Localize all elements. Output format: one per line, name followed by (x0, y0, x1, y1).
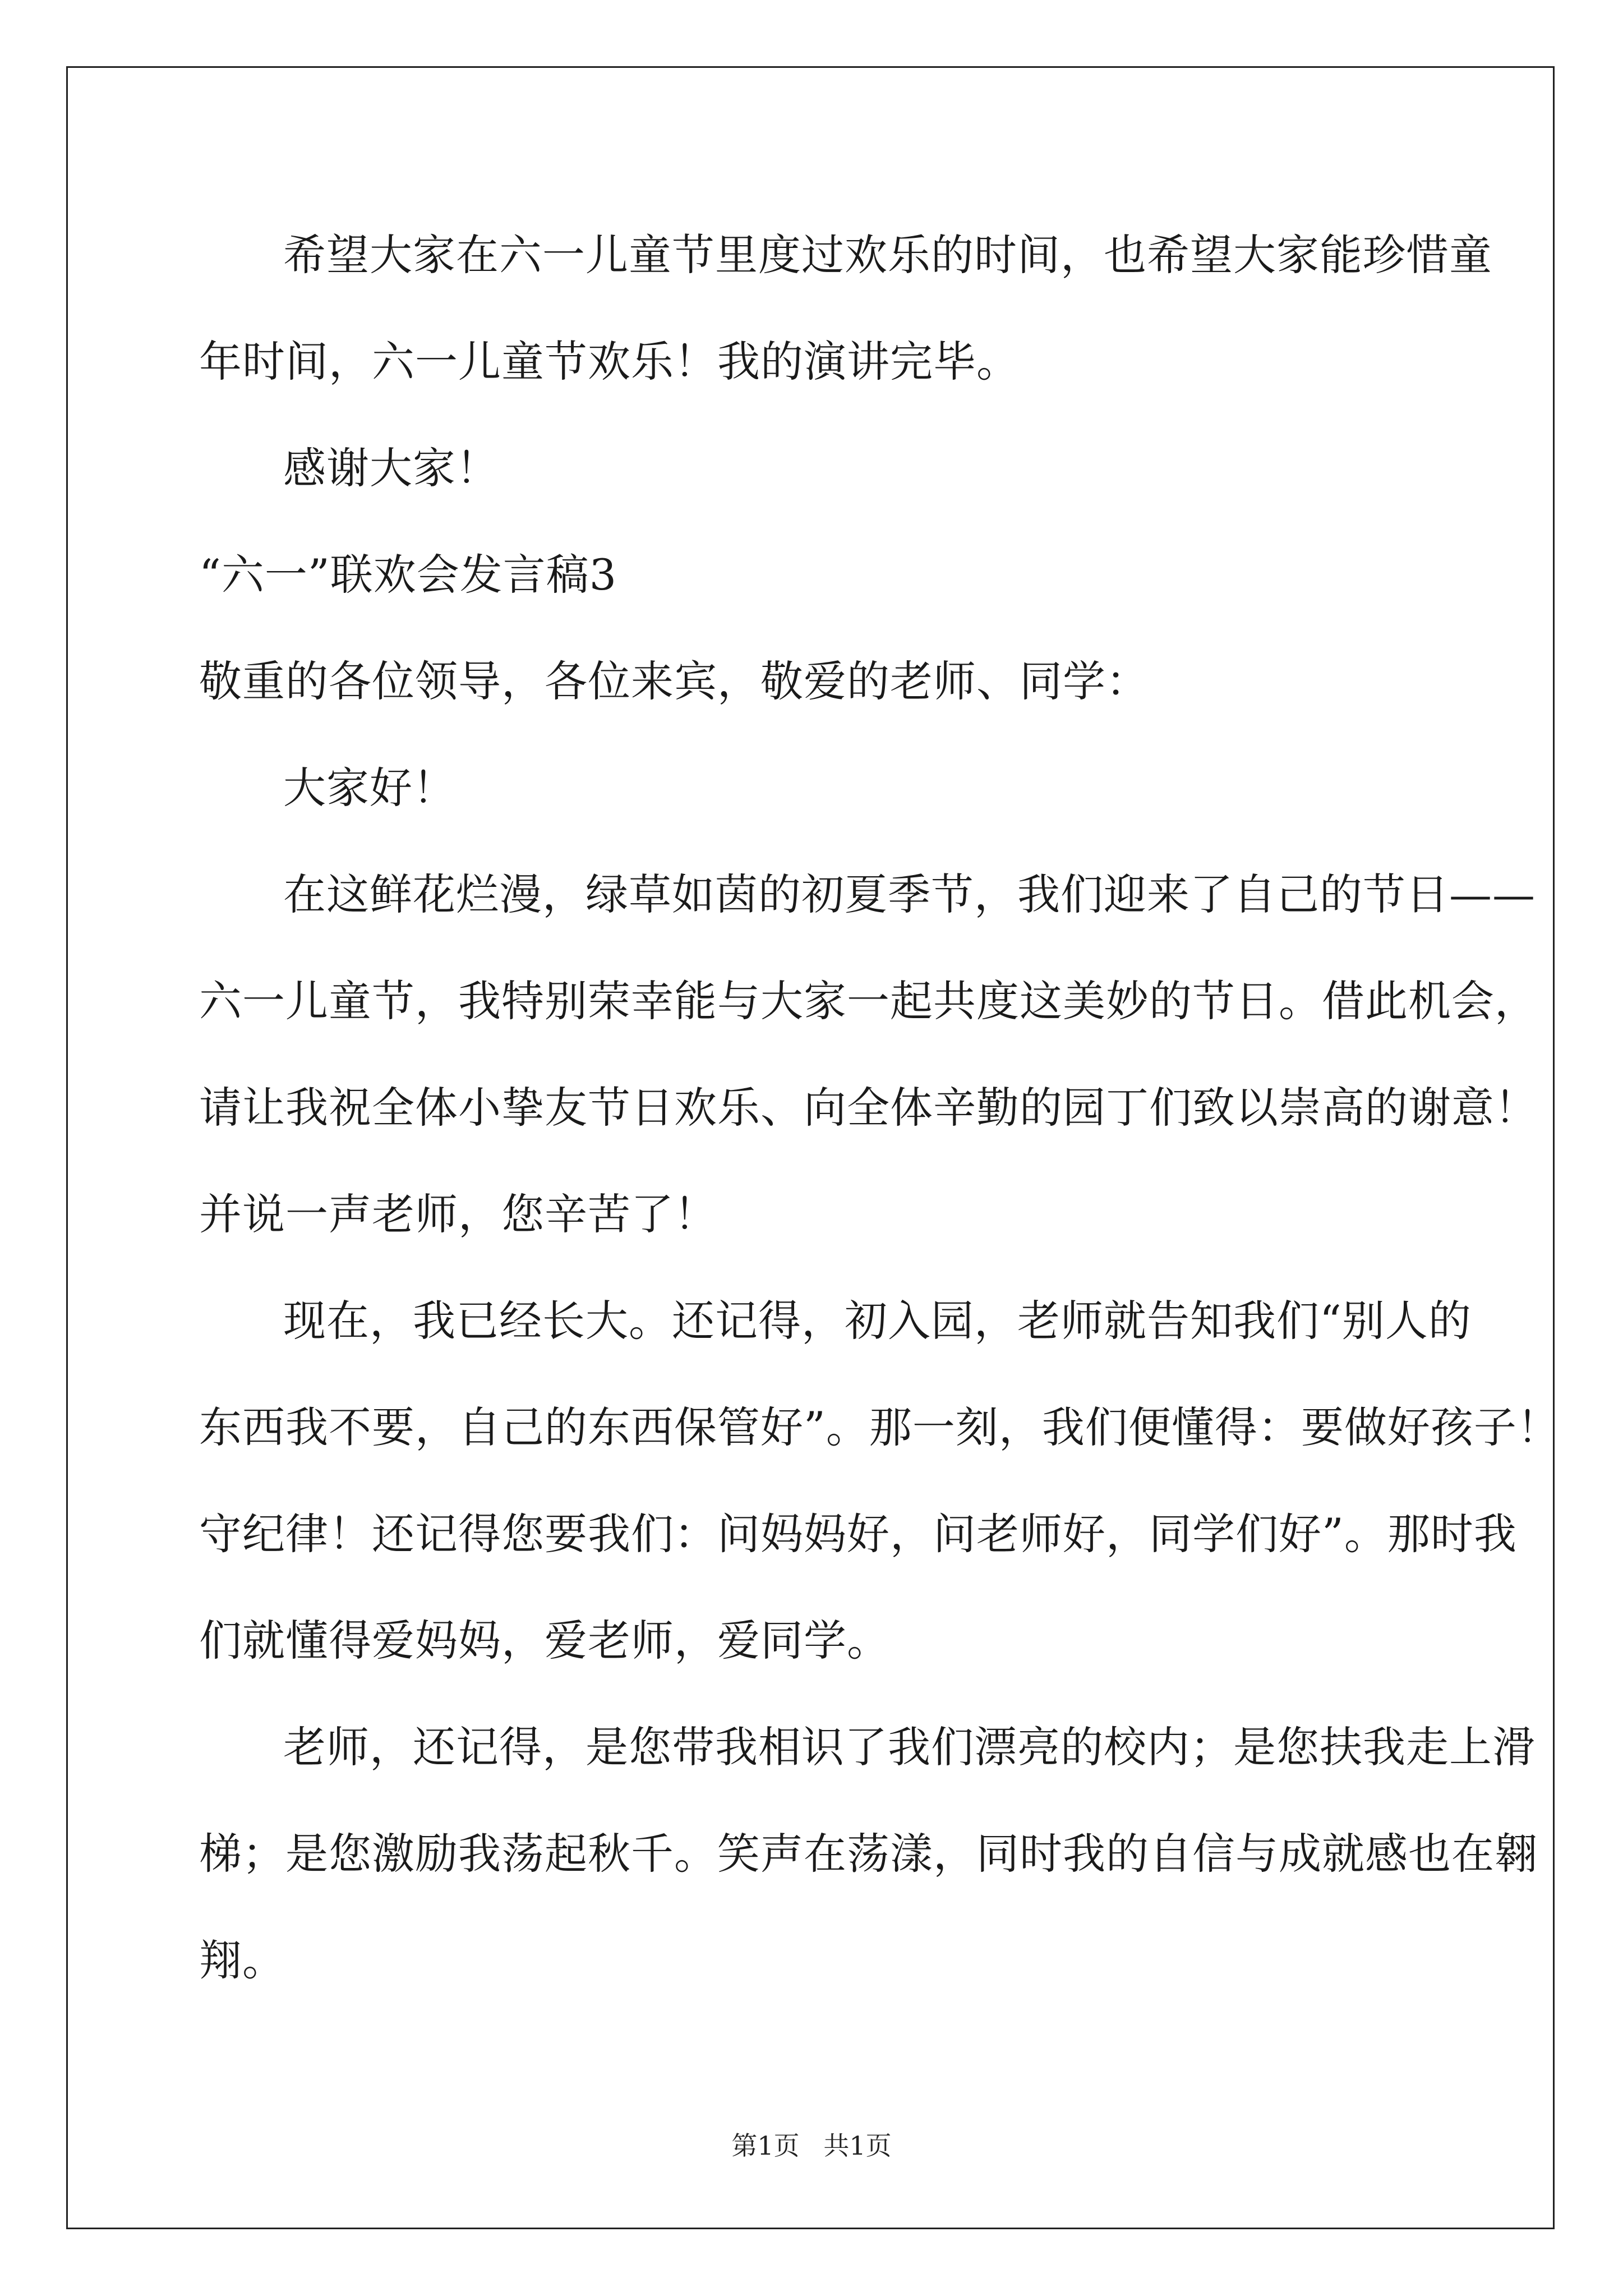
text-line: “六一”联欢会发言稿3 (199, 550, 617, 600)
text-line: 大家好！ (283, 763, 456, 813)
text-line: 守纪律！还记得您要我们：问妈妈好，问老师好，同学们好”。那时我 (199, 1509, 1517, 1559)
paragraph-thanks (199, 415, 1455, 522)
text-line: 现在，我已经长大。还记得，初入园，老师就告知我们“别人的 (283, 1296, 1472, 1346)
paragraph-closing-wish (199, 202, 1492, 415)
page-number: 第1页 (731, 2131, 800, 2161)
text-line: 东西我不要，自己的东西保管好”。那一刻，我们便懂得：要做好孩子！ (199, 1402, 1560, 1452)
page-total: 共1页 (823, 2131, 892, 2161)
text-line: 翔。 (199, 1935, 285, 1985)
text-line: 并说一声老师，您辛苦了！ (199, 1189, 717, 1239)
paragraph-teacher (199, 1694, 1538, 2014)
text-line: 感谢大家！ (283, 443, 499, 493)
text-line: 年时间，六一儿童节欢乐！我的演讲完毕。 (199, 337, 1020, 386)
text-line: 梯；是您激励我荡起秋千。笑声在荡漾，同时我的自信与成就感也在翱 (199, 1829, 1538, 1879)
text-line: 在这鲜花烂漫，绿草如茵的初夏季节，我们迎来了自己的节日—— (283, 869, 1536, 919)
paragraph-salutation (199, 628, 1455, 735)
paragraph-festival (199, 841, 1538, 1268)
text-line: 们就懂得爱妈妈，爱老师，爱同学。 (199, 1616, 890, 1665)
text-line: 希望大家在六一儿童节里度过欢乐的时间，也希望大家能珍惜童 (283, 230, 1492, 280)
text-line: 六一儿童节，我特别荣幸能与大家一起共度这美妙的节日。借此机会， (199, 976, 1538, 1026)
paragraph-memories (199, 1268, 1560, 1694)
document-body (199, 202, 1560, 2014)
page-footer (0, 2129, 1623, 2162)
text-line: 敬重的各位领导，各位来宾，敬爱的老师、同学： (199, 656, 1149, 706)
text-line: 请让我祝全体小挚友节日欢乐、向全体辛勤的园丁们致以崇高的谢意！ (199, 1083, 1538, 1133)
paragraph-greeting (199, 735, 1455, 841)
text-line: 老师，还记得，是您带我相识了我们漂亮的校内；是您扶我走上滑 (283, 1722, 1536, 1772)
section-title (199, 522, 1455, 628)
